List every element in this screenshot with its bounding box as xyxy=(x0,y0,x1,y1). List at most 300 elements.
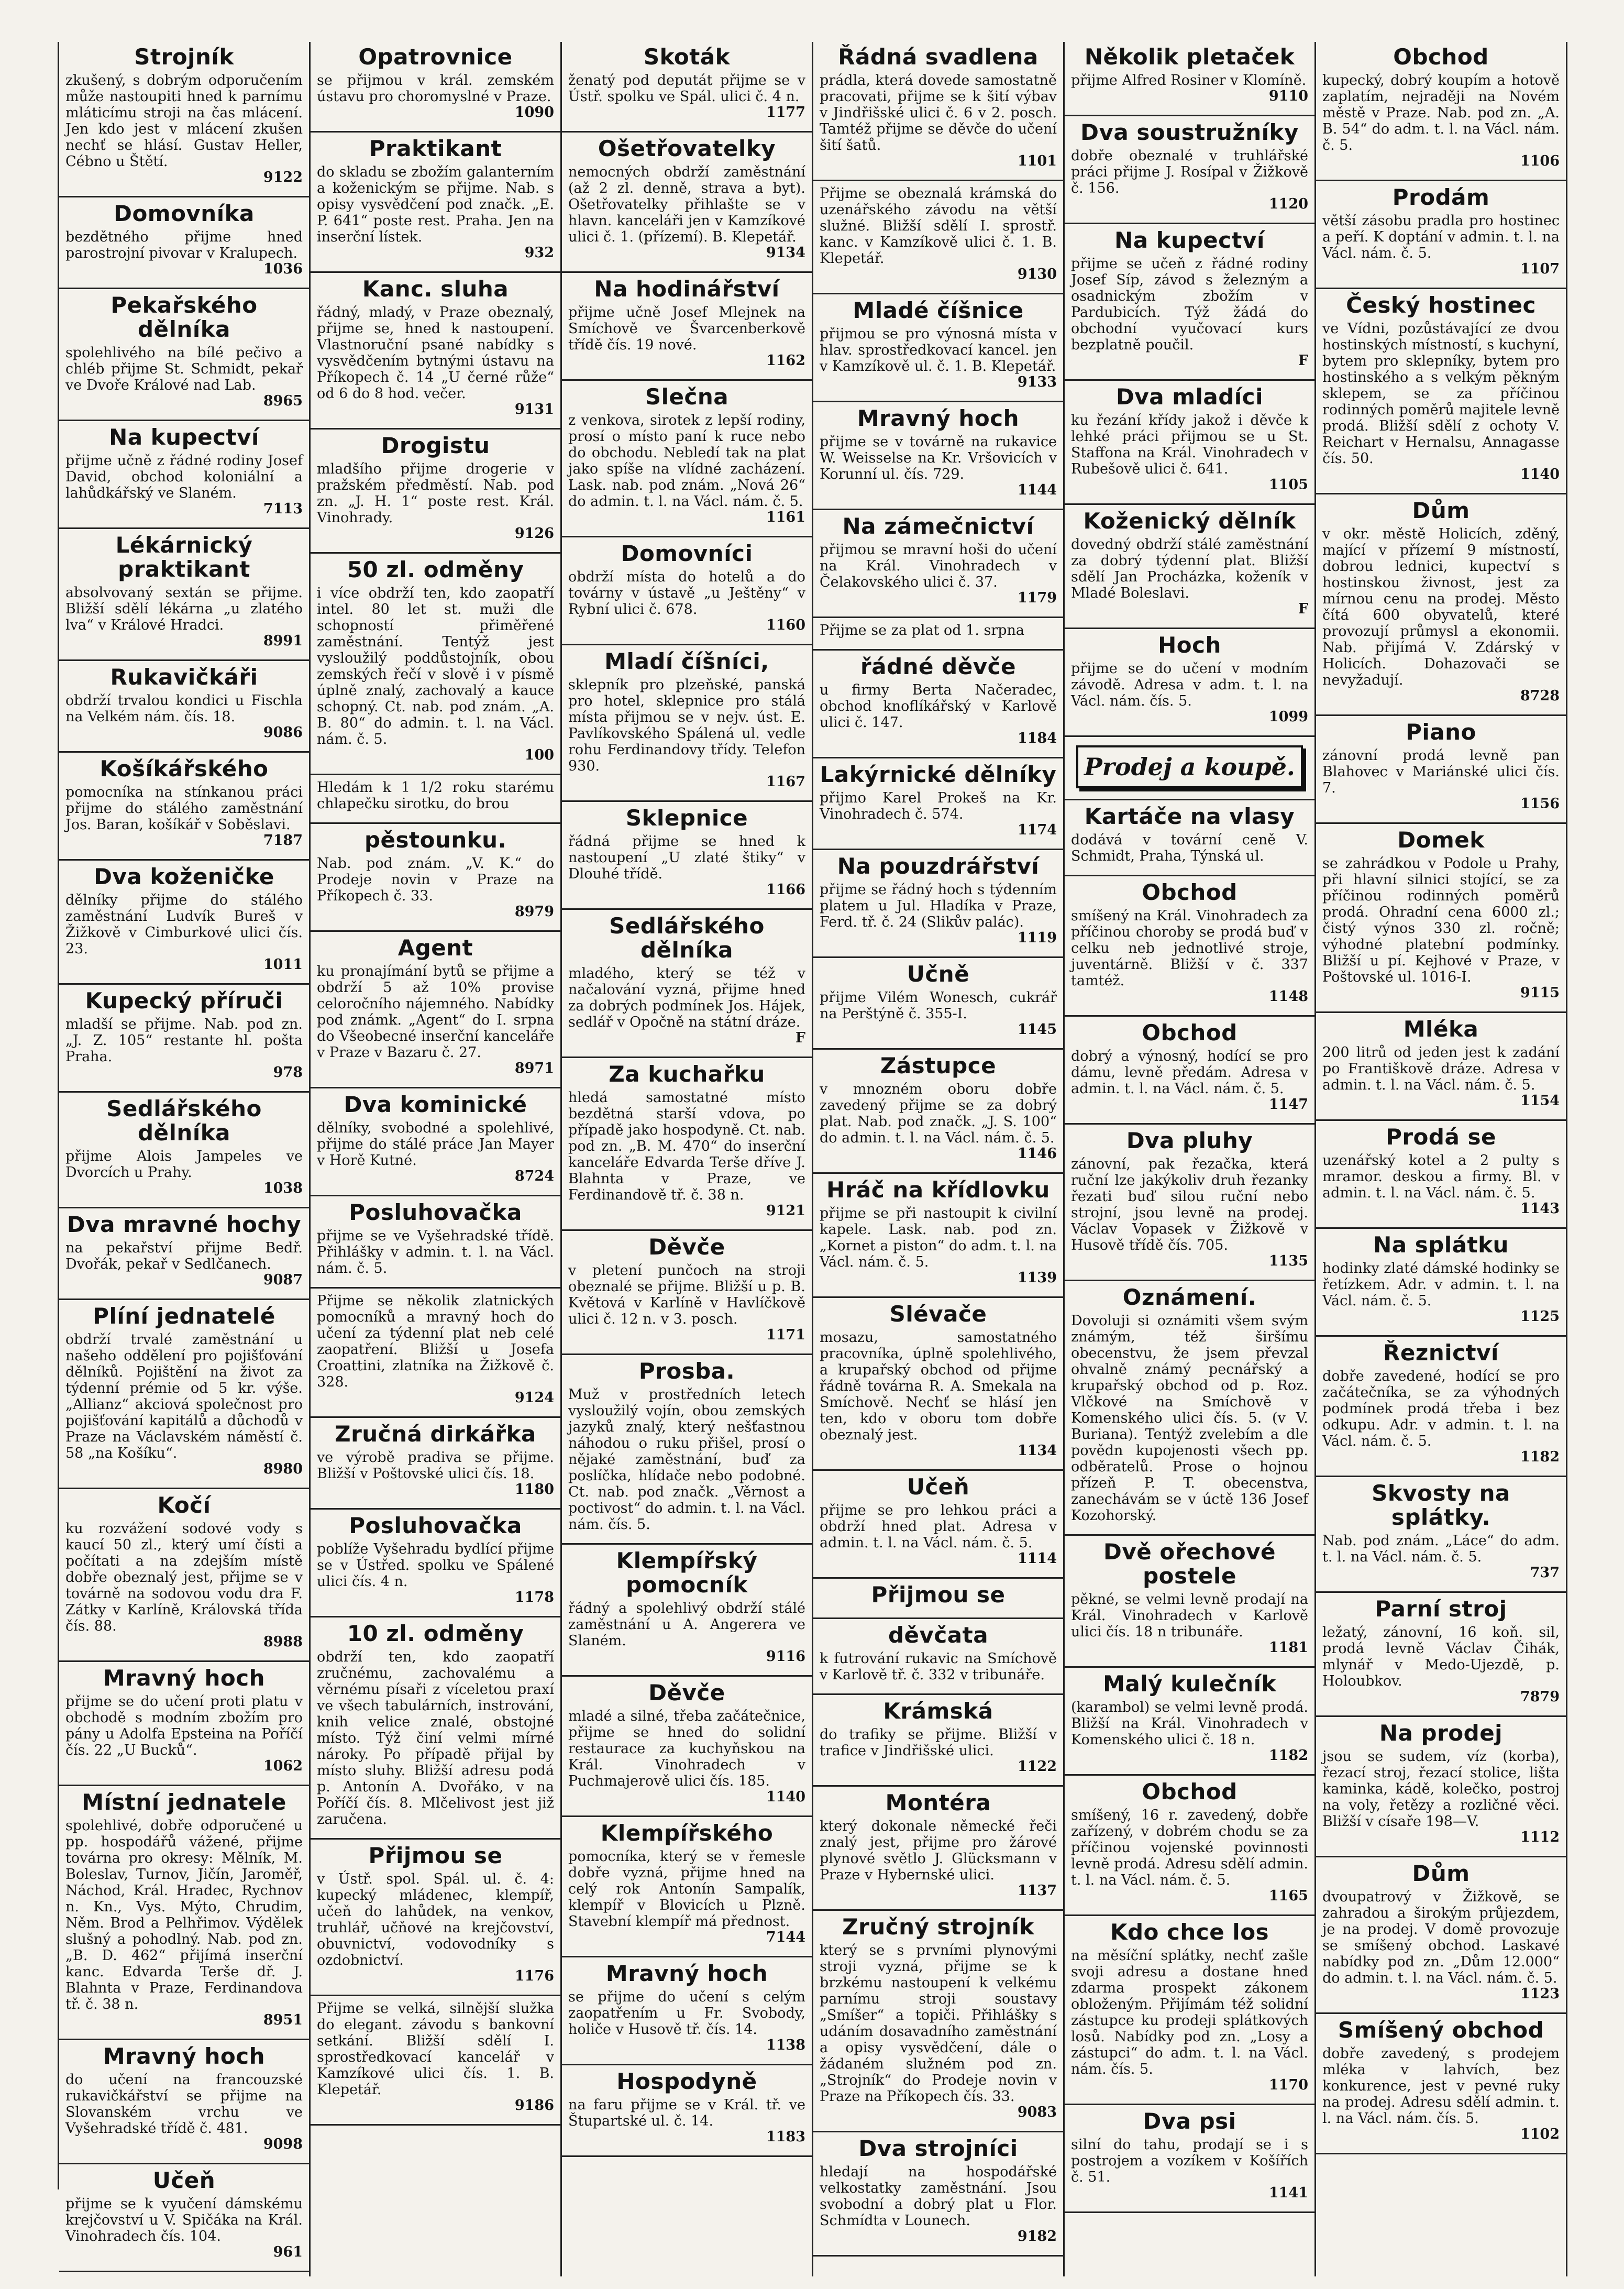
ad-heading: Kartáče na vlasy xyxy=(1084,804,1295,829)
ad-reference-number: 1138 xyxy=(766,2037,805,2053)
ad-divider xyxy=(813,1048,1063,1050)
ad-reference-number: 1106 xyxy=(1520,153,1560,169)
ad-body: dodává v tovární ceně V. Schmidt, Praha, Týnská ul. xyxy=(1071,832,1308,864)
ad-divider xyxy=(311,774,560,775)
ad-reference-number: 9182 xyxy=(1017,2228,1057,2244)
classified-ad xyxy=(1071,2109,1308,2201)
ad-divider xyxy=(562,644,812,645)
ad-column-5 xyxy=(1065,42,1316,2276)
ad-heading: Zástupce xyxy=(880,1053,997,1079)
ad-heading: Klempířského xyxy=(600,1820,774,1846)
ad-heading: Klempířský pomocník xyxy=(616,1548,758,1598)
ad-divider xyxy=(59,1207,309,1208)
classified-ad xyxy=(1322,828,1560,1001)
ad-reference-number: 1038 xyxy=(263,1180,303,1196)
classified-ad xyxy=(1071,745,1308,788)
ad-heading: Agent xyxy=(397,935,473,961)
ad-column-4 xyxy=(813,42,1065,2276)
ad-reference-number: 1122 xyxy=(1017,1758,1057,1775)
ad-body: větší zásobu pradla pro hostinec a peří. K doptání v admin. t. l. na Václ. nám. č. 5. xyxy=(1322,213,1560,261)
ad-heading: Pekařského dělníka xyxy=(111,292,258,342)
ad-divider xyxy=(1065,1774,1314,1776)
classified-ad xyxy=(1322,293,1560,482)
ad-heading: Dva pluhy xyxy=(1126,1128,1253,1153)
classified-ad xyxy=(568,137,805,261)
ad-reference-number: 9126 xyxy=(514,525,554,542)
ad-body: spolehlivé, dobře odporučené u pp. hospodářů vážené, přijme továrna pro okresy: Mělník, M. Boleslav, Turnov, Jičín, Jaroměř, Náchod, Král. Hradec, Rychnov n. Kn., Vys. Mýto, Chrudim, Něm. Brod a Pelhřimov. Výdělek slušný a pohodlný. Nab. pod zn. „B. D. 462“ přijímá inserční kanc. Edvarda Terše dř. J. Blahnta v Praze, Ferdinandova tř. č. 38 n. xyxy=(65,1818,303,2012)
ad-body: nemocných obdrží zaměstnání (až 2 zl. denně, strava a byt). Ošetřovatelky přihlašte se v hlavn. kanceláři jen v Kamzíkové ulici č. 1. (přízemí). B. Klepetář. xyxy=(568,164,805,245)
classified-ad xyxy=(1071,1285,1308,1524)
ad-body: (karambol) se velmi levně prodá. Bližší na Král. Vinohradech v Komenského ulici č. 18 n. xyxy=(1071,1699,1308,1748)
ad-divider xyxy=(1316,2153,1566,2154)
ad-body: mladší se přijme. Nab. pod zn. „J. Z. 105“ restante hl. pošta Praha. xyxy=(65,1016,303,1065)
ad-body: přijme Alois Jampeles ve Dvorcích u Prahy. xyxy=(65,1148,303,1181)
ad-divider xyxy=(311,271,560,273)
classified-ad xyxy=(1322,720,1560,812)
ad-divider xyxy=(311,552,560,554)
classified-ad xyxy=(820,622,1057,639)
ad-divider xyxy=(59,288,309,289)
ad-heading: Řeznictví xyxy=(1383,1340,1499,1366)
ad-column-6 xyxy=(1316,42,1567,2276)
ad-reference-number: 1102 xyxy=(1520,2126,1560,2142)
classified-ad xyxy=(317,558,554,763)
ad-body: pomocníka, který se v řemesle dobře vyzná, přijme hned na celý rok Antonín Sampalík, klempíř v Blovicích u Plzně. Stavební klempíř má přednost. xyxy=(568,1848,805,1930)
ad-heading: Opatrovnice xyxy=(358,44,513,70)
classified-ad xyxy=(65,665,303,741)
ad-divider xyxy=(59,751,309,753)
ad-body: přijme se ve Vyšehradské třídě. Přihlášky v admin. t. l. na Václ. nám. č. 5. xyxy=(317,1228,554,1276)
classified-ad xyxy=(317,2000,554,2114)
ad-reference-number: 1147 xyxy=(1268,1096,1308,1113)
ad-reference-number: 1162 xyxy=(766,353,805,369)
classified-ad xyxy=(568,1062,805,1219)
classified-ad xyxy=(568,1235,805,1343)
ad-divider xyxy=(59,1660,309,1662)
classified-ad xyxy=(1071,1129,1308,1269)
ad-body: zánovní, pak řezačka, která ruční lze jakýkoliv druh řezanky řezati buď silou ruční nebo strojní, jsou levně na prodej. Václav Vopasek v Žižkově v Husově třídě čís. 705. xyxy=(1071,1156,1308,1253)
classified-ad xyxy=(820,185,1057,282)
classified-ad xyxy=(317,1093,554,1184)
ad-body: ku rozvážení sodové vody s kaucí 50 zl., který umí čísti a počítati a na zdejším místě dobře obeznalý jest, přijme se v továrně na sodovou vodu dra F. Zátky v Karlíně, Královská třída čís. 88. xyxy=(65,1521,303,1634)
ad-heading: Strojník xyxy=(134,44,234,70)
ad-body: dobře obeznalé v truhlářské práci přijme J. Rosípal v Žižkově č. 156. xyxy=(1071,148,1308,196)
classified-ad xyxy=(1071,228,1308,369)
ad-reference-number: 9098 xyxy=(263,2136,303,2152)
ad-divider xyxy=(1065,223,1314,224)
ad-reference-number: 1154 xyxy=(1520,1093,1560,1109)
ad-reference-number: 9122 xyxy=(263,169,303,185)
ad-heading: Lakýrnické dělníky xyxy=(820,762,1057,787)
ad-divider xyxy=(813,401,1063,402)
ad-body: do trafiky se přijme. Bližší v trafice v Jindřišské ulici. xyxy=(820,1726,1057,1759)
ad-divider xyxy=(1316,1011,1566,1013)
classified-ad xyxy=(1322,1862,1560,2002)
ad-heading: Skvosty na splátky. xyxy=(1372,1480,1510,1530)
ad-body: přijmou se mravní hoši do učení na Král. Vinohradech v Čelakovského ulici č. 37. xyxy=(820,542,1057,590)
ad-heading: Posluhovačka xyxy=(349,1513,522,1538)
ad-heading: Koženický dělník xyxy=(1083,508,1296,534)
classified-ad xyxy=(568,2070,805,2145)
ad-reference-number: 1107 xyxy=(1520,261,1560,277)
ad-divider xyxy=(813,1909,1063,1911)
ad-heading: Mravný hoch xyxy=(605,1961,768,1986)
ad-divider xyxy=(1065,503,1314,505)
classified-ad xyxy=(568,1681,805,1805)
ad-reference-number: 8724 xyxy=(514,1168,554,1184)
ad-divider xyxy=(813,1296,1063,1298)
ad-reference-number: 1105 xyxy=(1268,477,1308,493)
ad-heading: Dva psi xyxy=(1143,2108,1236,2134)
ad-reference-number: 1119 xyxy=(1017,930,1057,946)
ad-divider xyxy=(562,1057,812,1058)
ad-reference-number: 1139 xyxy=(1017,1270,1057,1286)
ad-heading: Kupecký příruči xyxy=(85,988,283,1014)
ad-reference-number: 1176 xyxy=(514,1968,554,1984)
classified-ad xyxy=(568,1821,805,1945)
classified-ad xyxy=(568,45,805,120)
ad-divider xyxy=(1065,379,1314,381)
ad-divider xyxy=(562,2155,812,2157)
ad-heading: Kočí xyxy=(157,1492,211,1518)
ad-body: poblíže Vyšehradu bydlící přijme se v Ústřed. spolku ve Spálené ulici čís. 4 n. xyxy=(317,1541,554,1590)
ad-divider xyxy=(562,379,812,381)
classified-ad xyxy=(568,1359,805,1533)
ad-reference-number: 1146 xyxy=(1017,1146,1057,1162)
ad-divider xyxy=(311,1087,560,1088)
ad-divider xyxy=(311,822,560,824)
ad-body: v pletení punčoch na stroji obeznalé se přijme. Bližší u p. B. Květová v Karlíně v Havlíčkově ulici č. 12 n. v 3. posch. xyxy=(568,1262,805,1327)
ad-heading: Prodá se xyxy=(1386,1124,1496,1150)
ad-body: přijme učně Josef Mlejnek na Smíchově ve Švarcenberkově třídě čís. 19 nové. xyxy=(568,304,805,353)
ad-heading: Hospodyně xyxy=(616,2068,757,2094)
ad-divider xyxy=(813,293,1063,294)
ad-reference-number: 1167 xyxy=(766,774,805,790)
ad-heading: Košíkářského xyxy=(100,756,269,782)
ad-heading: Mravný hoch xyxy=(857,405,1020,431)
ad-body: se přijmou v král. zemském ústavu pro choromyslné v Praze. xyxy=(317,72,554,105)
ad-reference-number: 1135 xyxy=(1268,1253,1308,1269)
ad-divider xyxy=(562,1229,812,1231)
ad-divider xyxy=(813,1469,1063,1471)
ad-heading: Domek xyxy=(1397,827,1485,853)
ad-heading: Dva strojníci xyxy=(858,2136,1018,2161)
ad-reference-number: 1148 xyxy=(1268,988,1308,1005)
ad-body: Muž v prostředních letech vysloužilý vojín, obou zemských jazyků znalý, který nešťastnou náhodou o ruku přišel, prosí o nějaké zaměstnání, buď za poslíčka, hlídače nebo podobné. Ct. nab. pod značk. „Věrnost a poctivost“ do admin. t. l. na Václ. nám. čís. 5. xyxy=(568,1386,805,1533)
classified-ad xyxy=(317,936,554,1076)
ad-body: na měsíční splátky, nechť zašle svoji adresu a dostane hned zdarma prospekt zákonem obloženým. Přijímám též solidní zástupce ku prodeji splátkových losů. Nabídky pod zn. „Losy a zástupci“ do adm. t. l. na Václ. nám. čís. 5. xyxy=(1071,1947,1308,2077)
classified-ad xyxy=(317,779,554,812)
ad-body: spolehlivého na bílé pečivo a chléb přijme St. Schmidt, pekař ve Dvoře Králové nad Lab. xyxy=(65,345,303,393)
classified-ad xyxy=(65,2044,303,2152)
ad-reference-number: 1182 xyxy=(1520,1449,1560,1465)
classified-ad xyxy=(1322,499,1560,704)
ad-body: i více obdrží ten, kdo zaopatří intel. 80 let st. muži dle schopností přiměřené zaměstnání. Tentýž jest vysloužilý poddůstojník, obou zemských řečí v slově i v písmě úplně znalý, zachovalý a kauce schopný. Ct. nab. pod znám. „A. B. 80“ do admin. t. l. na Václ. nám. č. 5. xyxy=(317,585,554,747)
classified-ad xyxy=(820,962,1057,1038)
ad-heading: řádné děvče xyxy=(860,654,1016,679)
ad-heading: Slečna xyxy=(645,384,729,410)
ad-heading: Obchod xyxy=(1142,1779,1238,1804)
ad-reference-number: 1145 xyxy=(1017,1021,1057,1038)
classified-ad xyxy=(65,45,303,185)
ad-body: přijme Alfred Rosiner v Klomíně. xyxy=(1071,72,1307,89)
ad-body: u firmy Berta Načeradec, obchod knoflíkářský v Karlově ulici č. 147. xyxy=(820,682,1057,731)
classified-ad xyxy=(65,1790,303,2028)
ad-body: přijme se do učení proti platu v obchodě s modním zbožím pro pány u Adolfa Epsteina na Poříčí čís. 22 „U Bucků“. xyxy=(65,1693,303,1758)
ad-divider xyxy=(1316,1591,1566,1593)
ad-heading: Mravný hoch xyxy=(103,2043,266,2069)
classified-ad xyxy=(317,1844,554,1984)
ad-body: přijme se pro lehkou práci a obdrží hned plat. Adresa v admin. t. l. na Václ. nám. č. 5. xyxy=(820,1502,1057,1551)
ad-heading: Děvče xyxy=(648,1680,725,1705)
ad-divider xyxy=(1316,1856,1566,1857)
classified-ad xyxy=(65,1213,303,1288)
classified-ad xyxy=(317,1422,554,1498)
ad-divider xyxy=(1316,1715,1566,1717)
classified-ad xyxy=(820,1915,1057,2120)
ad-divider xyxy=(1065,115,1314,116)
classified-ad xyxy=(65,1666,303,1774)
ad-heading: Mladí číšníci, xyxy=(604,648,769,674)
ad-reference-number: 1160 xyxy=(766,617,805,633)
ad-reference-number: 1141 xyxy=(1268,2185,1308,2201)
ad-divider xyxy=(813,2255,1063,2257)
ad-divider xyxy=(59,527,309,529)
ad-body: smíšený, 16 r. zavedený, dobře zařízený, v dobrém chodu se za příčinou vojenské povinnosti levně prodá. Adresu sdělí admin. t. l. na Václ. nám. č. 5. xyxy=(1071,1807,1308,1888)
ad-divider xyxy=(59,2271,309,2272)
classified-ad xyxy=(1322,45,1560,169)
ad-heading: Dva koženičke xyxy=(94,864,274,889)
classified-ad xyxy=(1071,120,1308,212)
classified-ad xyxy=(1322,185,1560,277)
ad-body: přijmo Karel Prokeš na Kr. Vinohradech č. 574. xyxy=(820,790,1057,822)
ad-divider xyxy=(1065,1015,1314,1017)
classified-ad xyxy=(820,299,1057,390)
ad-heading: Oznámení. xyxy=(1122,1284,1257,1310)
ad-body: ženatý pod deputát přijme se v Ústř. spolku ve Spál. ulici č. 4 n. xyxy=(568,72,805,105)
ad-divider xyxy=(1065,875,1314,876)
ad-body: ku řezání křídy jakož i děvče k lehké práci přijmou se u St. Staffona na Král. Vinohradech v Rubešově ulici č. 641. xyxy=(1071,412,1308,477)
ad-reference-number: 1161 xyxy=(766,509,805,525)
classified-ad xyxy=(1322,1481,1560,1581)
ad-heading: Skoták xyxy=(643,44,731,70)
ad-body: mosazu, samostatného pracovníka, úplně spolehlivého, a krupařský obchod od přijme řádně továrna R. A. Smekala na Smíchově. Nechť se hlásí jen ten, kdo v oboru tom dobře obeznalý jest. xyxy=(820,1329,1057,1443)
ad-heading: Kanc. sluha xyxy=(362,276,509,302)
classified-ad xyxy=(317,1514,554,1605)
ad-reference-number: 1179 xyxy=(1017,590,1057,606)
ad-divider xyxy=(1065,2211,1314,2213)
ad-body: ve Vídni, pozůstávající ze dvou hostinských místností, s kuchyní, bytem pro sklepníky, bytem pro hostinského a s velkým pěkným sklepem, se za příčinou rodinných poměrů majitele levně prodá. Bližší sdělí z ochoty V. Reichart v Hernalsu, Annagasse čís. 50. xyxy=(1322,321,1560,467)
ad-reference-number: 8980 xyxy=(263,1461,303,1477)
ad-reference-number: 1114 xyxy=(1017,1550,1057,1567)
ad-reference-number: F xyxy=(1298,353,1308,369)
ad-heading: Učeň xyxy=(152,2167,216,2193)
ad-heading: Prodám xyxy=(1392,184,1490,210)
ad-heading: Za kuchařku xyxy=(609,1061,765,1087)
ad-heading: Zručný strojník xyxy=(842,1914,1034,1940)
ad-reference-number: 1171 xyxy=(766,1327,805,1343)
classified-ad xyxy=(1071,1540,1308,1656)
ad-divider xyxy=(813,649,1063,651)
ad-heading: Mravný hoch xyxy=(103,1665,266,1691)
ad-body: 200 litrů od jeden jest k zadání po Františkově dráze. Adresa v admin. t. l. na Václ. nám. č. 5. xyxy=(1322,1044,1560,1093)
ad-heading: 50 zl. odměny xyxy=(347,557,524,582)
ad-heading: Plíní jednatelé xyxy=(93,1303,275,1329)
classified-ad xyxy=(317,434,554,542)
ad-reference-number: 737 xyxy=(1530,1565,1560,1581)
ad-body: do učení na francouzské rukavičkářství se přijme na Slovanském vrchu ve Vyšehradské třídě č. 481. xyxy=(65,2072,303,2137)
classified-ad xyxy=(820,514,1057,606)
ad-reference-number: 9134 xyxy=(766,245,805,261)
ad-reference-number: 9115 xyxy=(1520,985,1560,1001)
ad-heading: pěstounku. xyxy=(364,827,507,853)
ad-body: zkušený, s dobrým odporučením může nastoupiti hned k parnímu mláticímu stroji na čas mlácení. Jen kdo jest v mlácení zkušen nechť se hlásí. Gustav Heller, Cébno u Štětí. xyxy=(65,72,303,170)
classified-ad xyxy=(568,385,805,525)
ad-divider xyxy=(59,983,309,985)
ad-reference-number: 1140 xyxy=(766,1789,805,1805)
ad-divider xyxy=(311,1508,560,1510)
ad-divider xyxy=(311,131,560,133)
ad-heading: Hráč na křídlovku xyxy=(826,1177,1050,1203)
ad-divider xyxy=(1065,1666,1314,1668)
ad-divider xyxy=(1065,2104,1314,2105)
ad-heading: Na kupectví xyxy=(109,424,259,450)
newspaper-classifieds-page xyxy=(58,42,1567,2260)
classified-ad xyxy=(820,1054,1057,1162)
classified-ad xyxy=(568,542,805,633)
ad-divider xyxy=(1316,1335,1566,1337)
ad-heading: Obchod xyxy=(1393,44,1489,70)
ad-body: kupecký, dobrý koupím a hotově zaplatím, nejraději na Novém městě v Praze. Nab. pod zn. „A. B. 54“ do adm. t. l. na Václ. nám. č. 5. xyxy=(1322,72,1560,153)
classified-ad xyxy=(820,406,1057,498)
ad-divider xyxy=(59,659,309,661)
section-heading-box: Prodej a koupě. xyxy=(1076,745,1303,788)
ad-reference-number: 9186 xyxy=(514,2097,554,2114)
ad-divider xyxy=(1316,1119,1566,1121)
ad-divider xyxy=(562,1815,812,1817)
ad-reference-number: 9087 xyxy=(263,1272,303,1288)
ad-body: se zahrádkou v Podole u Prahy, při hlavní silnici stojící, se za příčinou rodinných poměrů prodá. Ohradní cena 6000 zl.; čistý výnos 330 zl. ročně; výhodné platební podmínky. Bližší u pí. Kejhové v Praze, v Poštovské ul. 1016-I. xyxy=(1322,855,1560,985)
ad-heading: Na kupectví xyxy=(1114,227,1265,253)
classified-ad xyxy=(568,277,805,369)
ad-body: mladšího přijme drogerie v pražském předměstí. Nab. pod zn. „J. H. 1“ poste rest. Král. Vinohrady. xyxy=(317,461,554,526)
ad-body: dobře zavedený, s prodejem mléka v lahvích, bez konkurence, jest v pevné ruky na prodej. Adresu sdělí admin. t. l. na Václ. nám. čís. 5. xyxy=(1322,2045,1560,2127)
ad-divider xyxy=(562,536,812,537)
ad-reference-number: 7144 xyxy=(766,1929,805,1945)
ad-divider xyxy=(1065,628,1314,629)
ad-reference-number: 1165 xyxy=(1268,1888,1308,1904)
ad-divider xyxy=(1065,1280,1314,1281)
ad-body: Přijme se velká, silnější služka do elegant. závodu s bankovní setkání. Bližší sdělí I. sprostředkovací kancelář v Kamzíkové ulici čís. 1. B. Klepetář. xyxy=(317,2000,554,2098)
ad-heading: Sklepnice xyxy=(625,805,748,831)
ad-reference-number: 1181 xyxy=(1268,1639,1308,1656)
ad-body: v Ústř. spol. Spál. ul. č. 4: kupecký mládenec, klempíř, učeň do lahůdek, na venkov, truhlář, učňové na krejčovství, obuvnictví, vodovodníky s ozdobnictví. xyxy=(317,1871,554,1968)
ad-divider xyxy=(311,1195,560,1196)
ad-heading: Mladé číšnice xyxy=(853,298,1024,323)
classified-ad xyxy=(820,1623,1057,1683)
ad-reference-number: 1184 xyxy=(1017,730,1057,746)
ad-column-3 xyxy=(562,42,813,2276)
ad-body: dělníky přijme do stálého zaměstnání Ludvík Bureš v Žižkově v Cimburkové ulici čís. 23. xyxy=(65,892,303,957)
classified-ad xyxy=(568,1962,805,2053)
ad-heading: Dvě ořechové postele xyxy=(1103,1539,1276,1589)
ad-body: přijme Vilém Wonesch, cukrář na Perštýně č. 355-I. xyxy=(820,989,1057,1022)
ad-reference-number: 1123 xyxy=(1520,1986,1560,2002)
classified-ad xyxy=(65,757,303,849)
ad-body: obdrží ten, kdo zaopatří zručnému, zachovalému a věrnému písaři z víceletou praxí ve všech tabulárních, instrování, knih velice znalé, obstojné místo. Týž činí velmi mírné nároky. Po případě přijal by místo sluhy. Bližší adresu podá p. Antonín A. Dvořáko, v na Poříčí čís. 8. Mlčelivost jest již zaručena. xyxy=(317,1649,554,1828)
classified-ad xyxy=(1322,1125,1560,1217)
ad-divider xyxy=(1065,799,1314,800)
ad-body: hledá samostatné místo bezdětná starší vdova, po případě jako hospodyně. Ct. nab. pod zn. „B. M. 470“ do inserční kanceláře Edvarda Terše dříve J. Blahnta v Praze, ve Ferdinandově tř. č. 38 n. xyxy=(568,1090,805,1203)
classified-ad xyxy=(820,1302,1057,1459)
ad-divider xyxy=(813,1577,1063,1579)
ad-heading: Lékárnický praktikant xyxy=(115,532,253,582)
ad-divider xyxy=(562,908,812,910)
ad-reference-number: 1156 xyxy=(1520,796,1560,812)
ad-reference-number: 1134 xyxy=(1017,1443,1057,1459)
classified-ad xyxy=(65,533,303,649)
ad-divider xyxy=(1316,1227,1566,1229)
classified-ad xyxy=(1071,633,1308,725)
ad-body: obdrží trvalé zaměstnání u našeho oddělení pro pojišťování dělníků. Pojištění na život za týdenní prémie od 5 kr. výše. „Allianz“ akciová společnost pro pojišťování kapitálů a důchodů v Praze na Václavském náměstí č. 58 „na Košíku“. xyxy=(65,1331,303,1461)
ad-reference-number: 7879 xyxy=(1520,1689,1560,1705)
ad-heading: Dva kominické xyxy=(344,1092,527,1117)
classified-ad xyxy=(1071,1920,1308,2093)
ad-reference-number: 1137 xyxy=(1017,1883,1057,1899)
ad-body: jsou se sudem, víz (korba), řezací stroj, řezací stolice, lišta kaminka, kádě, kolečko, postroj na voly, řetězy a rozličné věci. Bližší v císaře 198—V. xyxy=(1322,1748,1560,1830)
classified-ad xyxy=(1071,1672,1308,1764)
ad-heading: Sedlářského dělníka xyxy=(106,1096,262,1146)
ad-reference-number: 1166 xyxy=(766,882,805,898)
ad-divider xyxy=(813,1693,1063,1695)
ad-divider xyxy=(59,1488,309,1489)
ad-divider xyxy=(1316,493,1566,494)
ad-body: do skladu se zbožím galanterním a koženickým se přijme. Nab. s opisy vysvědčení pod značk. „E. P. 641“ poste rest. Praha. Jen na inserční lístek. xyxy=(317,164,554,245)
classified-ad xyxy=(820,1583,1057,1607)
classified-ad xyxy=(568,1549,805,1665)
ad-body: Nab. pod znám. „V. K.“ do Prodeje novin v Praze na Příkopech č. 33. xyxy=(317,855,554,904)
ad-reference-number: 932 xyxy=(524,245,554,261)
ad-heading: Rukavičkáři xyxy=(110,664,258,690)
ad-reference-number: F xyxy=(1298,601,1308,617)
ad-body: pěkné, se velmi levně prodají na Král. Vinohradech v Karlově ulici čís. 18 n tribunáře. xyxy=(1071,1591,1308,1640)
ad-body: na faru přijme se v Král. tř. ve Štupartské ul. č. 14. xyxy=(568,2097,805,2129)
ad-heading: Učně xyxy=(907,961,970,987)
ad-heading: Posluhovačka xyxy=(349,1199,522,1225)
ad-divider xyxy=(59,1785,309,1786)
ad-reference-number: 8951 xyxy=(263,2012,303,2028)
ad-reference-number: 1112 xyxy=(1520,1829,1560,1845)
classified-ad xyxy=(1322,1233,1560,1325)
classified-ad xyxy=(1071,509,1308,617)
ad-body: obdrží místa do hotelů a do továrny v ústavě „u Ještěny“ v Rybní ulici č. 678. xyxy=(568,569,805,618)
classified-ad xyxy=(65,293,303,409)
ad-heading: Prosba. xyxy=(638,1358,735,1384)
ad-divider xyxy=(59,859,309,861)
ad-reference-number: 7187 xyxy=(263,832,303,849)
ad-body: řádný, mladý, v Praze obeznalý, přijme se, hned k nastoupení. Vlastnoruční psané nabídky s vysvědčením bytnými ústavu na Příkopech č. 14 „U černé růže“ od 6 do 8 hod. večer. xyxy=(317,304,554,402)
ad-heading: Domovníka xyxy=(114,201,255,226)
ad-body: bezdětného přijme hned parostrojní pivovar v Kralupech. xyxy=(65,229,303,261)
ad-body: dělníky, svobodné a spolehlivé, přijme do stálé práce Jan Mayer v Horě Kutné. xyxy=(317,1120,554,1169)
classified-ad xyxy=(317,45,554,120)
ad-body: ve výrobě pradiva se přijme. Bližší v Poštovské ulici čís. 18. xyxy=(317,1449,554,1482)
ad-divider xyxy=(311,1416,560,1418)
ad-divider xyxy=(1316,288,1566,289)
ad-column-2 xyxy=(311,42,562,2276)
classified-ad xyxy=(317,1293,554,1406)
ad-body: přijme učně z řádné rodiny Josef David, obchod koloniální a lahůdkářský ve Slaném. xyxy=(65,453,303,501)
